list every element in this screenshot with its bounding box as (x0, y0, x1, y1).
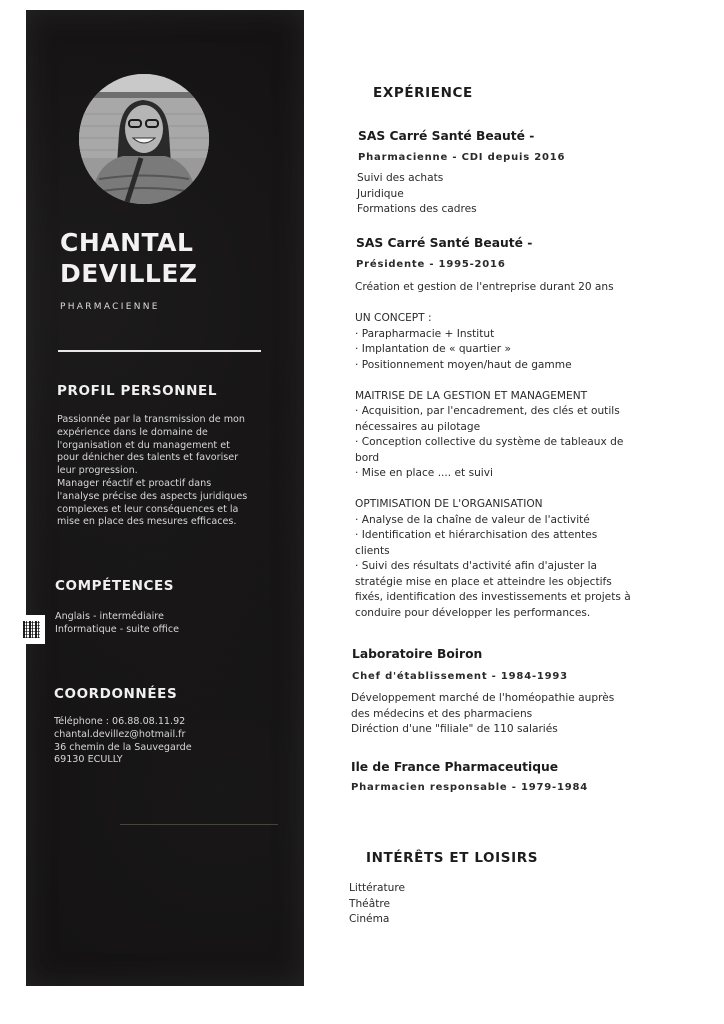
contact-address-line2: 69130 ECULLY (54, 754, 123, 766)
job-line: Juridique (357, 187, 404, 200)
interest-item: Littérature (349, 882, 406, 894)
job-line-spacer (355, 482, 675, 498)
job-description (355, 280, 675, 621)
profile-line: expérience dans le domaine de (57, 426, 208, 438)
name-first: CHANTAL (60, 228, 194, 257)
job-line: Développement marché de l'homéopathie auprès (351, 692, 615, 704)
profile-photo (79, 74, 209, 204)
contact-heading: COORDONNÉES (54, 686, 178, 702)
profile-line: complexes et leur conséquences et la (57, 503, 239, 515)
job-line-spacer (355, 373, 675, 389)
candidate-role: PHARMACIENNE (60, 302, 160, 312)
job-block-title: UN CONCEPT : (355, 312, 432, 324)
experience-heading: EXPÉRIENCE (373, 85, 473, 101)
contact-phone: Téléphone : 06.88.08.11.92 (54, 716, 186, 727)
candidate-name (60, 227, 198, 289)
skill-item: Informatique - suite office (55, 623, 179, 635)
job-block-title: MAITRISE DE LA GESTION ET MANAGEMENT (355, 389, 588, 402)
job-bullet: · Acquisition, par l'encadrement, des clés et outils (355, 405, 620, 417)
profile-line: Passionnée par la transmission de mon (57, 414, 246, 425)
profile-text (57, 414, 272, 529)
profile-line: l'analyse précise des aspects juridiques (57, 490, 248, 502)
job-bullet: · Positionnement moyen/haut de gamme (355, 358, 572, 371)
job-bullet: · Identification et hiérarchisation des attentes (355, 529, 598, 541)
job-line: Formations des cadres (357, 203, 477, 215)
profile-heading: PROFIL PERSONNEL (57, 383, 218, 399)
job-line: bord (355, 451, 380, 464)
interests-list (349, 881, 669, 928)
job-line: Suivi des achats (357, 172, 444, 184)
skills-list (55, 611, 270, 637)
sidebar-faint-line (120, 824, 278, 825)
contact-details (54, 716, 269, 767)
job-title: Chef d'établissement - 1984-1993 (352, 671, 568, 682)
job-block-title: OPTIMISATION DE L'ORGANISATION (355, 498, 543, 510)
interests-heading: INTÉRÊTS ET LOISIRS (366, 850, 539, 866)
job-company: Laboratoire Boiron (352, 647, 483, 661)
job-bullet: · Analyse de la chaîne de valeur de l'activité (355, 513, 590, 526)
job-line-spacer (355, 296, 675, 312)
job-company: Ile de France Pharmaceutique (351, 760, 559, 774)
profile-line: leur progression. (57, 465, 138, 477)
job-bullet: · Parapharmacie + Institut (355, 327, 495, 340)
portrait-image (79, 74, 209, 204)
profile-line: pour dénicher des talents et favoriser (57, 452, 239, 464)
interest-item: Théâtre (349, 897, 390, 910)
skills-heading: COMPÉTENCES (55, 578, 175, 594)
interest-item: Cinéma (349, 913, 390, 925)
name-last: DEVILLEZ (60, 259, 198, 288)
job-bullet: · Mise en place .... et suivi (355, 467, 493, 479)
job-description (357, 171, 677, 218)
job-line: Diréction d'une "filiale" de 110 salariés (351, 723, 558, 735)
profile-line: mise en place des mesures efficaces. (57, 516, 237, 528)
job-bullet: · Implantation de « quartier » (355, 343, 511, 355)
job-line: nécessaires au pilotage (355, 420, 481, 433)
job-title: Pharmacienne - CDI depuis 2016 (358, 152, 566, 163)
job-line: stratégie mise en place et atteindre les objectifs (355, 575, 612, 588)
job-description (351, 691, 671, 738)
contact-email: chantal.devillez@hotmail.fr (54, 728, 186, 740)
sidebar-divider (58, 350, 261, 352)
job-company: SAS Carré Santé Beauté - (358, 129, 535, 143)
qr-code (18, 615, 45, 644)
job-title: Pharmacien responsable - 1979-1984 (351, 782, 589, 793)
job-line: conduire pour développer les performances. (355, 606, 591, 619)
profile-line: l'organisation et du management et (57, 439, 230, 451)
job-line: Création et gestion de l'entreprise durant 20 ans (355, 281, 614, 293)
contact-address-line1: 36 chemin de la Sauvegarde (54, 741, 192, 753)
qr-code-pattern (23, 621, 40, 638)
job-company: SAS Carré Santé Beauté - (356, 236, 533, 250)
job-bullet: · Suivi des résultats d'activité afin d'ajuster la (355, 560, 598, 572)
skill-item: Anglais - intermédiaire (55, 611, 164, 622)
job-bullet: · Conception collective du système de tableaux de (355, 436, 624, 448)
job-line: fixés, identification des investissements et projets à (355, 591, 631, 603)
job-line: clients (355, 544, 390, 557)
profile-line: Manager réactif et proactif dans (57, 477, 212, 489)
job-line: des médecins et des pharmaciens (351, 707, 533, 720)
job-title: Présidente - 1995-2016 (356, 259, 506, 270)
